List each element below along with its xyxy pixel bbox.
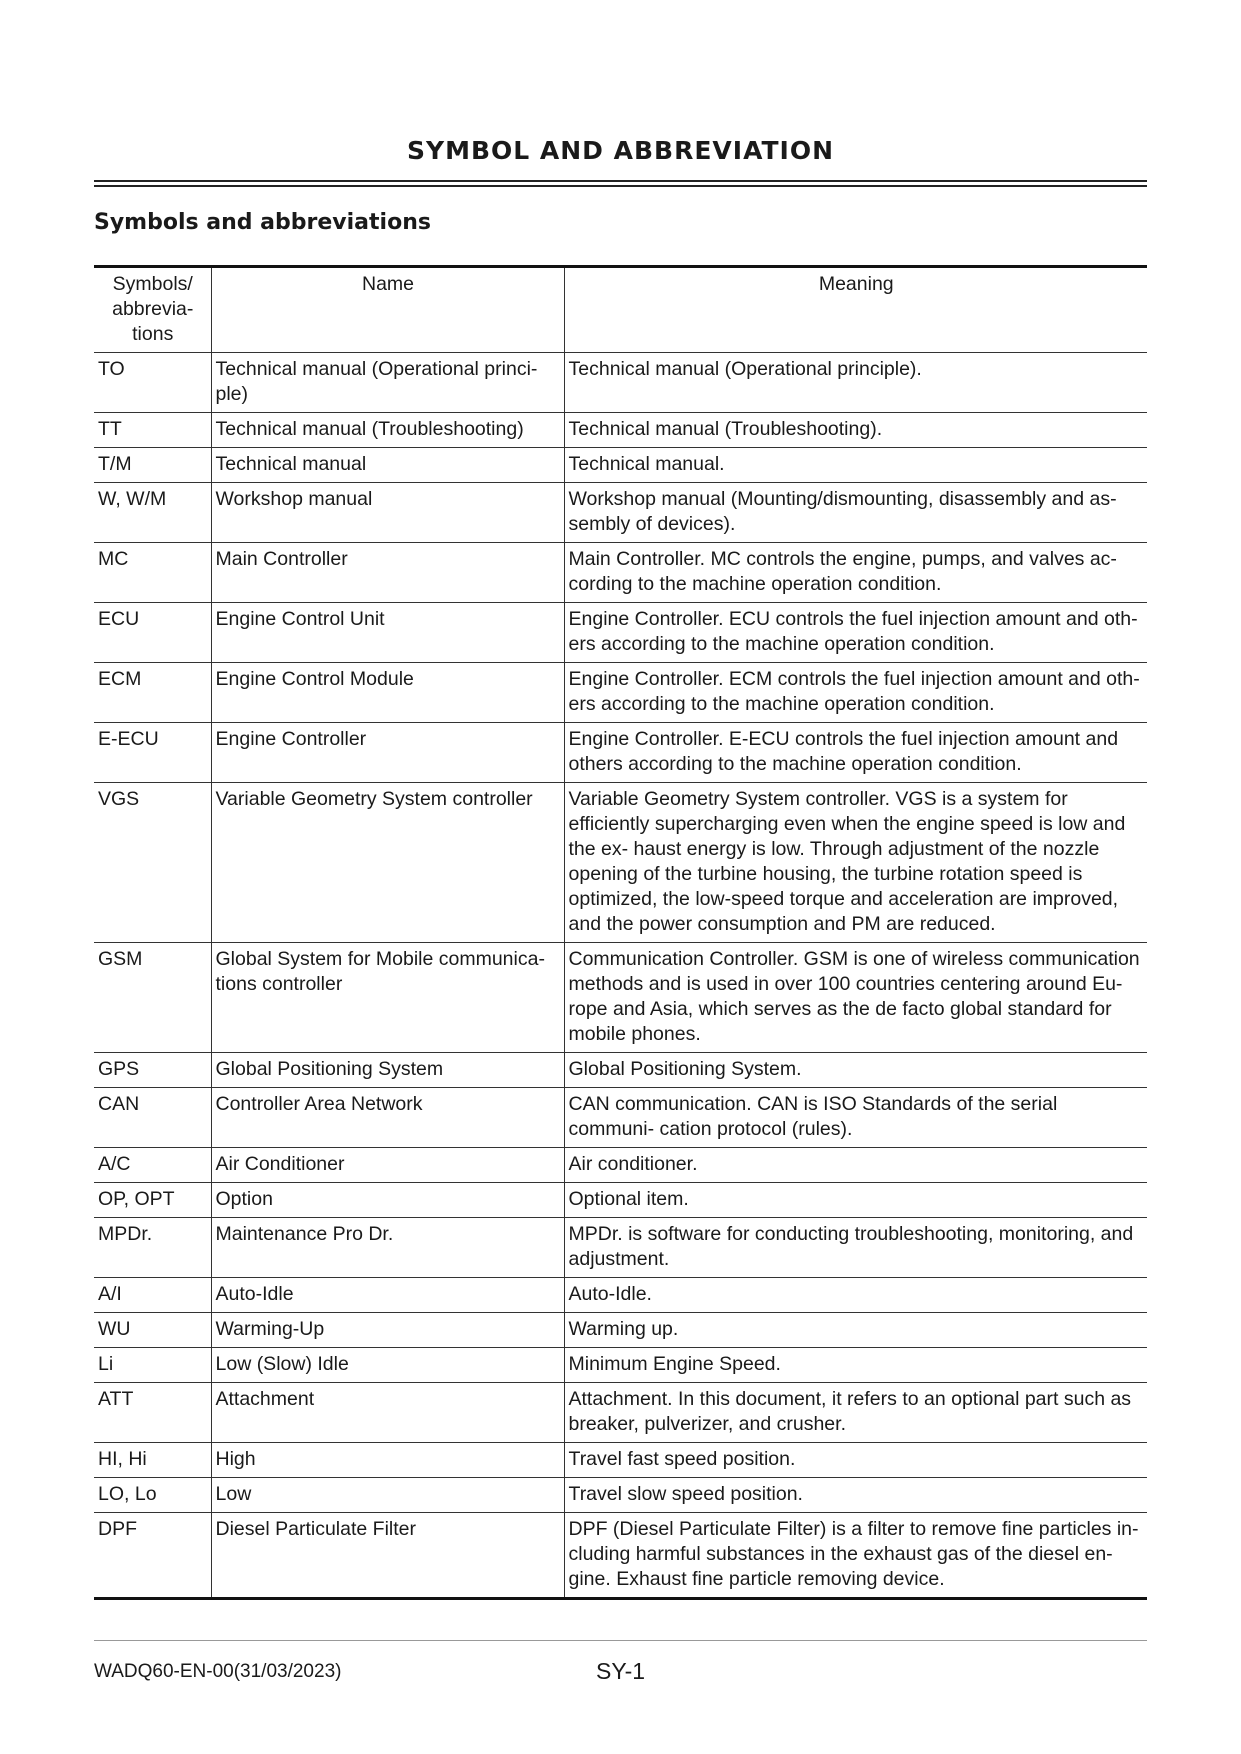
header-symbol: Symbols/ abbrevia- tions <box>94 267 211 353</box>
table-body <box>94 353 1147 1599</box>
table-row <box>94 783 1147 943</box>
table-row <box>94 603 1147 663</box>
cell-name: Warming-Up <box>211 1313 564 1348</box>
cell-name: Engine Control Unit <box>211 603 564 663</box>
cell-name: Workshop manual <box>211 483 564 543</box>
cell-symbol: E-ECU <box>94 723 211 783</box>
footer-rule <box>94 1640 1147 1641</box>
cell-name: Maintenance Pro Dr. <box>211 1218 564 1278</box>
cell-name: Low <box>211 1478 564 1513</box>
title-rule <box>94 180 1147 182</box>
cell-symbol: LO, Lo <box>94 1478 211 1513</box>
table-row <box>94 663 1147 723</box>
cell-name: Auto-Idle <box>211 1278 564 1313</box>
cell-symbol: MPDr. <box>94 1218 211 1278</box>
title-rule-double <box>94 185 1147 187</box>
cell-meaning: Technical manual (Troubleshooting). <box>564 413 1147 448</box>
cell-meaning: CAN communication. CAN is ISO Standards of the serial communi- cation protocol (rules). <box>564 1088 1147 1148</box>
table-row <box>94 1478 1147 1513</box>
cell-meaning: Technical manual (Operational principle). <box>564 353 1147 413</box>
cell-meaning: DPF (Diesel Particulate Filter) is a filter to remove fine particles in- cluding harmful substances in the exhaust gas of the diesel en- gine. Exhaust fine particle removing device. <box>564 1513 1147 1599</box>
table-row <box>94 1088 1147 1148</box>
cell-symbol: GSM <box>94 943 211 1053</box>
cell-symbol: A/C <box>94 1148 211 1183</box>
cell-name: Attachment <box>211 1383 564 1443</box>
table-row <box>94 1348 1147 1383</box>
cell-symbol: W, W/M <box>94 483 211 543</box>
cell-symbol: WU <box>94 1313 211 1348</box>
cell-meaning: Engine Controller. E-ECU controls the fuel injection amount and others according to the machine operation condition. <box>564 723 1147 783</box>
cell-name: Low (Slow) Idle <box>211 1348 564 1383</box>
header-name: Name <box>211 267 564 353</box>
cell-name: Controller Area Network <box>211 1088 564 1148</box>
table-row <box>94 483 1147 543</box>
table-row <box>94 1218 1147 1278</box>
header-meaning: Meaning <box>564 267 1147 353</box>
cell-meaning: Engine Controller. ECU controls the fuel injection amount and oth- ers according to the machine operation condition. <box>564 603 1147 663</box>
table-row <box>94 413 1147 448</box>
table-row <box>94 1278 1147 1313</box>
cell-name: Main Controller <box>211 543 564 603</box>
cell-meaning: Global Positioning System. <box>564 1053 1147 1088</box>
cell-name: Variable Geometry System controller <box>211 783 564 943</box>
cell-symbol: GPS <box>94 1053 211 1088</box>
cell-name: Technical manual (Operational princi- ple) <box>211 353 564 413</box>
cell-meaning: MPDr. is software for conducting troubleshooting, monitoring, and adjustment. <box>564 1218 1147 1278</box>
table-row <box>94 1443 1147 1478</box>
table-row <box>94 1313 1147 1348</box>
cell-symbol: MC <box>94 543 211 603</box>
cell-meaning: Optional item. <box>564 1183 1147 1218</box>
cell-meaning: Workshop manual (Mounting/dismounting, disassembly and as- sembly of devices). <box>564 483 1147 543</box>
footer-document-code: WADQ60-EN-00(31/03/2023) <box>94 1661 342 1682</box>
table-row <box>94 543 1147 603</box>
table-row <box>94 943 1147 1053</box>
cell-symbol: TT <box>94 413 211 448</box>
cell-name: Engine Controller <box>211 723 564 783</box>
abbreviations-table <box>94 265 1147 1600</box>
table-row <box>94 1513 1147 1599</box>
table-row <box>94 1053 1147 1088</box>
cell-name: Option <box>211 1183 564 1218</box>
cell-name: Engine Control Module <box>211 663 564 723</box>
cell-meaning: Variable Geometry System controller. VGS is a system for efficiently supercharging even when the engine speed is low and the ex- haust energy is low. Through adjustment of the nozzle opening of the turbine housing, the turbine rotation speed is optimized, the low-speed torque and acceleration are improved, and the power consumption and PM are reduced. <box>564 783 1147 943</box>
cell-symbol: HI, Hi <box>94 1443 211 1478</box>
cell-meaning: Technical manual. <box>564 448 1147 483</box>
cell-meaning: Communication Controller. GSM is one of wireless communication methods and is used in over 100 countries centering around Eu- rope and Asia, which serves as the de facto global standard for mobile phones. <box>564 943 1147 1053</box>
cell-meaning: Attachment. In this document, it refers to an optional part such as breaker, pulverizer, and crusher. <box>564 1383 1147 1443</box>
table-header-row <box>94 267 1147 353</box>
cell-name: Technical manual (Troubleshooting) <box>211 413 564 448</box>
cell-name: High <box>211 1443 564 1478</box>
cell-symbol: OP, OPT <box>94 1183 211 1218</box>
cell-meaning: Travel slow speed position. <box>564 1478 1147 1513</box>
cell-meaning: Main Controller. MC controls the engine, pumps, and valves ac- cording to the machine operation condition. <box>564 543 1147 603</box>
cell-symbol: ECM <box>94 663 211 723</box>
cell-name: Air Conditioner <box>211 1148 564 1183</box>
table-row <box>94 1183 1147 1218</box>
cell-name: Global System for Mobile communica- tions controller <box>211 943 564 1053</box>
table-row <box>94 353 1147 413</box>
cell-meaning: Travel fast speed position. <box>564 1443 1147 1478</box>
cell-meaning: Warming up. <box>564 1313 1147 1348</box>
cell-meaning: Auto-Idle. <box>564 1278 1147 1313</box>
cell-name: Diesel Particulate Filter <box>211 1513 564 1599</box>
cell-symbol: T/M <box>94 448 211 483</box>
cell-symbol: A/I <box>94 1278 211 1313</box>
footer-page-number: SY-1 <box>596 1658 646 1684</box>
cell-symbol: TO <box>94 353 211 413</box>
section-heading: Symbols and abbreviations <box>94 210 431 235</box>
table-row <box>94 448 1147 483</box>
cell-meaning: Minimum Engine Speed. <box>564 1348 1147 1383</box>
table-row <box>94 723 1147 783</box>
cell-symbol: CAN <box>94 1088 211 1148</box>
cell-name: Global Positioning System <box>211 1053 564 1088</box>
cell-symbol: ECU <box>94 603 211 663</box>
table-row <box>94 1148 1147 1183</box>
cell-name: Technical manual <box>211 448 564 483</box>
cell-symbol: Li <box>94 1348 211 1383</box>
cell-meaning: Engine Controller. ECM controls the fuel injection amount and oth- ers according to the machine operation condition. <box>564 663 1147 723</box>
page-title: SYMBOL AND ABBREVIATION <box>406 136 835 165</box>
cell-symbol: DPF <box>94 1513 211 1599</box>
cell-symbol: VGS <box>94 783 211 943</box>
cell-symbol: ATT <box>94 1383 211 1443</box>
table-row <box>94 1383 1147 1443</box>
cell-meaning: Air conditioner. <box>564 1148 1147 1183</box>
